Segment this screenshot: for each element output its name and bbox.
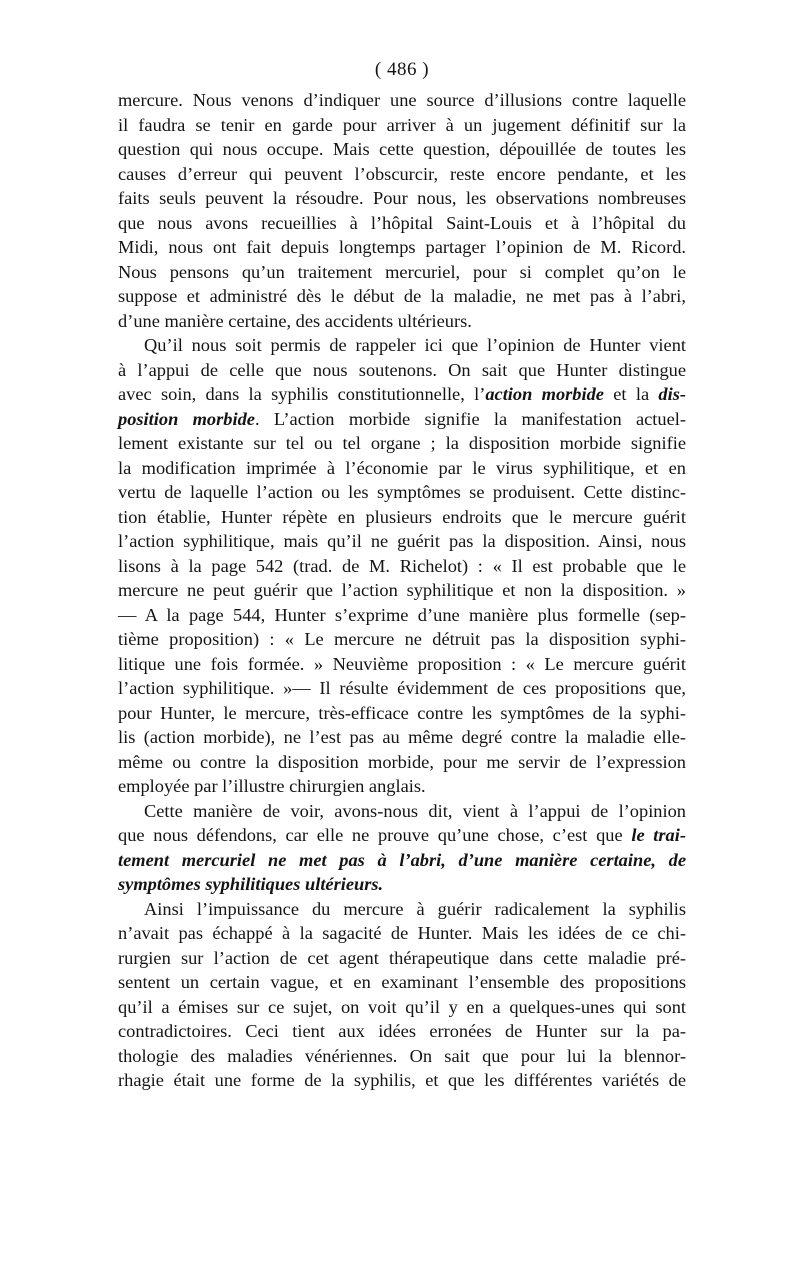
emphasis-position-morbide: position morbide <box>118 408 255 429</box>
text-line: d’une manière certaine, des accidents ultérieurs. <box>118 310 472 331</box>
text-line: Midi, nous ont fait depuis longtemps partager l’opinion de M. Ricord. <box>118 237 686 257</box>
paragraph-2 <box>118 333 686 799</box>
text-line: Qu’il nous soit permis de rappeler ici que l’opinion de Hunter vient <box>144 335 686 355</box>
text-line: litique une fois formée. » Neuvième proposition : « Le mercure guérit <box>118 653 686 674</box>
text-line-mixed <box>118 382 686 407</box>
emphasis-dis: dis- <box>658 384 686 404</box>
text-line: tième proposition) : « Le mercure ne détruit pas la disposition syphi- <box>118 629 686 649</box>
emphasis-text: tement mercuriel ne met pas à l’abri, d’une manière certaine, de <box>118 849 686 870</box>
text-line: tion établie, Hunter répète en plusieurs endroits que le mercure guérit <box>118 506 686 527</box>
text-line: l’action syphilitique. »— Il résulte évidemment de ces propositions que, <box>118 678 686 698</box>
text-line: même ou contre la disposition morbide, pour me servir de l’expression <box>118 751 686 772</box>
text-line: pour Hunter, le mercure, très-efficace contre les symptômes de la syphi- <box>118 702 686 723</box>
text-line: à l’appui de celle que nous soutenons. On sait que Hunter distingue <box>118 359 686 380</box>
text-line: qu’il a émises sur ce sujet, on voit qu’il y en a quelques-unes qui sont <box>118 996 686 1017</box>
text-run: . L’action morbide signifie la manifestation actuel- <box>254 408 686 429</box>
paragraph-3 <box>118 799 686 897</box>
book-page <box>118 58 686 1093</box>
text-line: lement existante sur tel ou tel organe ; la disposition morbide signifie <box>118 433 686 453</box>
text-line: rhagie était une forme de la syphilis, et que les différentes variétés de <box>118 1070 686 1090</box>
text-line: la modification imprimée à l’économie par le virus syphilitique, et en <box>118 457 686 478</box>
text-line: n’avait pas échappé à la sagacité de Hunter. Mais les idées de ce chi- <box>118 923 686 943</box>
text-line: thologie des maladies vénériennes. On sait que pour lui la blennor- <box>118 1045 686 1066</box>
text-line: il faudra se tenir en garde pour arriver à un jugement définitif sur la <box>118 114 686 135</box>
text-line: Cette manière de voir, avons-nous dit, vient à l’appui de l’opinion <box>144 800 686 821</box>
text-line: l’action syphilitique, mais qu’il ne guérit pas la disposition. Ainsi, nous <box>118 531 686 551</box>
emphasis-action-morbide: action morbide <box>485 384 604 404</box>
text-line: suppose et administré dès le début de la maladie, ne met pas à l’abri, <box>118 286 686 306</box>
text-line: Nous pensons qu’un traitement mercuriel, pour si complet qu’on le <box>118 261 686 282</box>
text-line: que nous avons recueillies à l’hôpital Saint-Louis et à l’hôpital du <box>118 212 686 233</box>
text-line: Ainsi l’impuissance du mercure à guérir radicalement la syphilis <box>144 898 686 919</box>
text-line: sentent un certain vague, et en examinant l’ensemble des propositions <box>118 972 686 992</box>
emphasis-le-trai: le trai- <box>631 825 686 845</box>
page-number: ( 486 ) <box>374 59 430 80</box>
text-line: lis (action morbide), ne l’est pas au même degré contre la maladie elle- <box>118 727 686 747</box>
text-run: avec soin, dans la syphilis constitutionnelle, l’ <box>118 384 486 404</box>
text-line-mixed <box>118 407 686 432</box>
text-line: — A la page 544, Hunter s’exprime d’une manière plus formelle (sep- <box>118 604 686 625</box>
text-run: que nous défendons, car elle ne prouve qu’une chose, c’est que <box>118 825 632 845</box>
paragraph-1 <box>118 88 686 333</box>
text-line: causes d’erreur qui peuvent l’obscurcir, reste encore pendante, et les <box>118 163 686 184</box>
text-run: et la <box>603 384 659 404</box>
text-line: question qui nous occupe. Mais cette question, dépouillée de toutes les <box>118 139 686 159</box>
emphasis-text: symptômes syphilitiques ultérieurs. <box>118 874 384 894</box>
text-line: faits seuls peuvent la résoudre. Pour nous, les observations nombreuses <box>118 188 686 208</box>
text-line-emphasis <box>118 848 686 873</box>
text-line: lisons à la page 542 (trad. de M. Richelot) : « Il est probable que le <box>118 555 686 576</box>
paragraph-4 <box>118 897 686 1093</box>
text-line: contradictoires. Ceci tient aux idées erronées de Hunter sur la pa- <box>118 1021 686 1041</box>
text-line: vertu de laquelle l’action ou les symptômes se produisent. Cette distinc- <box>118 482 686 502</box>
text-line: mercure. Nous venons d’indiquer une source d’illusions contre laquelle <box>118 90 686 110</box>
text-line: mercure ne peut guérir que l’action syphilitique et non la disposition. » <box>118 580 686 600</box>
text-line-mixed <box>118 823 686 848</box>
text-line: employée par l’illustre chirurgien anglais. <box>118 776 426 796</box>
text-line: rurgien sur l’action de cet agent thérapeutique dans cette maladie pré- <box>118 947 686 968</box>
text-line-emphasis <box>118 872 686 897</box>
